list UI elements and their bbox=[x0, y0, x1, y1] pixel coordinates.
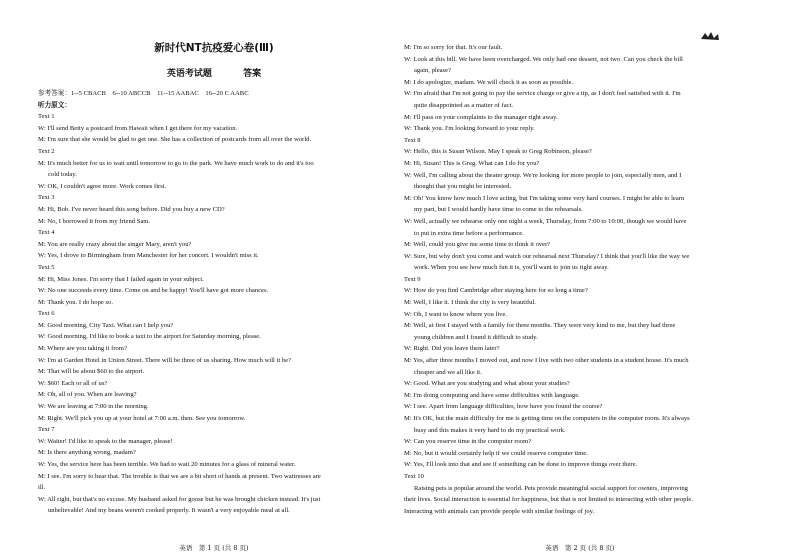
transcript-line: quite disappointed as a matter of fact. bbox=[414, 101, 514, 109]
transcript-line: cheaper and we all like it. bbox=[414, 368, 482, 376]
exam-subtitle bbox=[38, 66, 390, 79]
transcript-lines-1 bbox=[38, 111, 390, 517]
transcript-line: M: Yes, after three months I moved out, and now I live with two other students in a student house. It's much bbox=[404, 357, 689, 365]
transcript-line: W: $60! Each or all of us? bbox=[38, 379, 108, 387]
transcript-line: Text 9 bbox=[404, 275, 421, 283]
transcript-line: W: Right. Did you leave them later? bbox=[404, 345, 500, 353]
transcript-line: M: You are really crazy about the singer Mary, aren't you? bbox=[38, 240, 192, 248]
transcript-line: M: I see. I'm sorry to hear that. The trouble is that we are a bit short of hands at present. Two waitresses are bbox=[38, 472, 321, 480]
transcript-line: W: We are leaving at 7:00 in the morning. bbox=[38, 403, 149, 411]
transcript-line: W: I see. Apart from language difficulties, how have you found the course? bbox=[404, 403, 603, 411]
transcript-line: their lives. Social interaction is essential for happiness, but that is not limited to interacting with other people. bbox=[404, 496, 693, 504]
transcript-line: Text 1 bbox=[38, 113, 55, 121]
transcript-line: W: I'm at Garden Hotel in Union Street. There will be three of us sharing. How much will it be? bbox=[38, 356, 291, 364]
transcript-line: busy and this makes it very hard to do my practical work. bbox=[414, 426, 566, 434]
transcript-line: W: Well, actually we rehearse only one night a week, Thursday, from 7:00 to 10:00, though we would have bbox=[404, 217, 687, 225]
transcript-line: W: Look at this bill. We have been overcharged. We only had one dessert, not two. Can you check the bill bbox=[404, 55, 683, 63]
transcript-line: M: Is there anything wrong, madam? bbox=[38, 449, 136, 457]
transcript-line: Text 10 bbox=[404, 472, 424, 480]
transcript-line: W: Oh, I want to know where you live. bbox=[404, 310, 508, 318]
transcript-line: M: It's much better for us to wait until tomorrow to go to the park. We have much work to do and it's too bbox=[38, 159, 314, 167]
transcript-line: M: Well, could you give me some time to think it over? bbox=[404, 241, 551, 249]
transcript-line: cold today. bbox=[48, 171, 77, 179]
transcript-line: W: Yes, the service here has been terrible. We had to wait 20 minutes for a glass of mineral water. bbox=[38, 461, 296, 468]
transcript-line: thought that you might be interested. bbox=[414, 183, 512, 191]
transcript-line: M: Oh, all of you. When are leaving? bbox=[38, 391, 137, 399]
transcript-line: Text 7 bbox=[38, 426, 55, 434]
transcript-line: W: Can you reserve time in the computer room? bbox=[404, 438, 532, 446]
transcript-line: W: Well, I'm calling about the theater group. We're looking for more people to join, especially men, and I bbox=[404, 171, 682, 179]
transcript-line: M: That will be about $60 to the airport. bbox=[38, 368, 145, 376]
subtitle-subject: 英语考试题 bbox=[166, 69, 212, 79]
logo-icon bbox=[700, 30, 720, 42]
transcript-line: Text 8 bbox=[404, 136, 421, 144]
transcript-line: M: Right. We'll pick you up at your hotel at 7:00 a.m. then. See you tomorrow. bbox=[38, 414, 246, 422]
transcript-line: young children and I found it difficult to study. bbox=[414, 333, 538, 341]
transcript-line: Text 3 bbox=[38, 194, 55, 202]
page-2-footer: 英语 第 2 页 (共 8 页) bbox=[545, 544, 615, 552]
exam-title: 新时代NT抗疫爱心卷(Ⅲ) bbox=[154, 42, 274, 54]
transcript-line: Text 5 bbox=[38, 263, 55, 271]
transcript-line: W: All right, but that's no excuse. My husband asked for goose but he was brought chicken instead. It's just bbox=[38, 495, 321, 503]
transcript-line: W: Yes, I'll look into that and see if something can be done to improve things over there. bbox=[404, 461, 638, 469]
transcript-line: Interacting with animals can provide people with similar feelings of joy. bbox=[404, 507, 595, 515]
transcript-line: Text 4 bbox=[38, 229, 55, 237]
transcript-line: M: It's OK, but the main difficulty for me is getting time on the computers in the computer room. It's always bbox=[404, 415, 690, 422]
transcript-line: M: Hi, Susan! This is Greg. What can I do for you? bbox=[404, 159, 540, 167]
transcript-line: M: Good morning, City Taxi. What can I help you? bbox=[38, 321, 174, 329]
page-1-content bbox=[38, 88, 390, 517]
transcript-line: W: Good morning, I'd like to book a taxi to the airport for Saturday morning, please. bbox=[38, 333, 261, 341]
answer-key: 参考答案：1--5 CBACB 6--10 ABCCB 11--15 AABAC 16--20 C AABC bbox=[38, 90, 249, 97]
transcript-line: work. When you see how much fun it is, you'll want to join us right away. bbox=[414, 264, 609, 272]
transcript-line: M: Thank you. I do hope so. bbox=[38, 298, 113, 306]
transcript-line: my part, but I would hardly have time to come to the rehearsals. bbox=[414, 206, 583, 214]
page-1-footer: 英语 第 1 页 (共 8 页) bbox=[179, 544, 249, 552]
transcript-line: W: I'll send Betty a postcard from Hawaii when I get there for my vacation. bbox=[38, 124, 238, 132]
transcript-line: M: Hi, Bob. I've never heard this song before. Did you buy a new CD? bbox=[38, 205, 225, 213]
transcript-line: M: Hi, Miss Jones. I'm sorry that I failed again in your subject. bbox=[38, 275, 204, 283]
transcript-lines-2 bbox=[404, 42, 756, 517]
transcript-line: Text 6 bbox=[38, 310, 55, 318]
page-1 bbox=[38, 0, 390, 558]
transcript-line: W: OK, I couldn't agree more. Work comes first. bbox=[38, 182, 167, 190]
transcript-line: W: How do you find Cambridge after staying here for so long a time? bbox=[404, 287, 588, 295]
transcript-line: W: Thank you. I'm looking forward to your reply. bbox=[404, 125, 535, 133]
subtitle-answers: 答案 bbox=[243, 69, 262, 79]
transcript-heading: 听力原文： bbox=[38, 100, 71, 109]
page-2 bbox=[404, 0, 756, 558]
transcript-line: again, please? bbox=[414, 67, 451, 75]
page-2-content bbox=[404, 42, 756, 517]
transcript-line: Text 2 bbox=[38, 147, 55, 155]
transcript-line: M: I'm sure that she would be glad to get one. She has a collection of postcards from all over the world. bbox=[38, 136, 312, 144]
transcript-line: W: I'm afraid that I'm not going to pay the service charge or give a tip, as I don't feel satisfied with it. I'm bbox=[404, 90, 681, 98]
transcript-line: M: Well, at first I stayed with a family for three months. They were very kind to me, but they had three bbox=[404, 322, 676, 330]
transcript-line: M: I'm doing computing and have some difficulties with language. bbox=[404, 391, 580, 399]
transcript-line: ill. bbox=[38, 484, 46, 492]
transcript-line: M: No, I borrowed it from my friend Sam. bbox=[38, 217, 151, 225]
transcript-line: W: Sure, but why don't you come and watch our rehearsal next Thursday? I think that you'll like the way we bbox=[404, 252, 690, 260]
transcript-line: M: Where are you taking it from? bbox=[38, 345, 127, 353]
transcript-line: Raising pets is popular around the world. Pets provide meaningful social support for owners, improving bbox=[414, 484, 688, 492]
transcript-line: M: I do apologize, madam. We will check it as soon as possible. bbox=[404, 78, 574, 86]
transcript-line: M: No, but it would certainly help if we could reserve computer time. bbox=[404, 449, 588, 457]
transcript-line: M: I'm so sorry for that. It's our fault. bbox=[404, 44, 503, 51]
transcript-line: M: I'll pass on your complaints to the manager right away. bbox=[404, 113, 558, 121]
transcript-line: W: Good. What are you studying and what about your studies? bbox=[404, 380, 570, 388]
transcript-line: unbelievable! And my beans weren't cooked properly. It wasn't a very enjoyable meal at all. bbox=[48, 507, 290, 515]
transcript-line: M: Well, I like it. I think the city is very beautiful. bbox=[404, 299, 536, 307]
transcript-line: W: Waiter! I'd like to speak to the manager, please! bbox=[38, 437, 173, 445]
transcript-line: to put in extra time before a performance. bbox=[414, 229, 524, 237]
transcript-line: W: Hello, this is Susan Wilson. May I speak to Greg Robinson, please? bbox=[404, 148, 592, 156]
transcript-line: M: Oh! You know how much I love acting, but I'm taking some very hard courses. I might be able to learn bbox=[404, 194, 685, 202]
transcript-line: W: No one succeeds every time. Come on and be happy! You'll have got more chances. bbox=[38, 287, 269, 295]
transcript-line: W: Yes, I drove to Birmingham from Manchester for her concert. I wouldn't miss it. bbox=[38, 252, 259, 260]
